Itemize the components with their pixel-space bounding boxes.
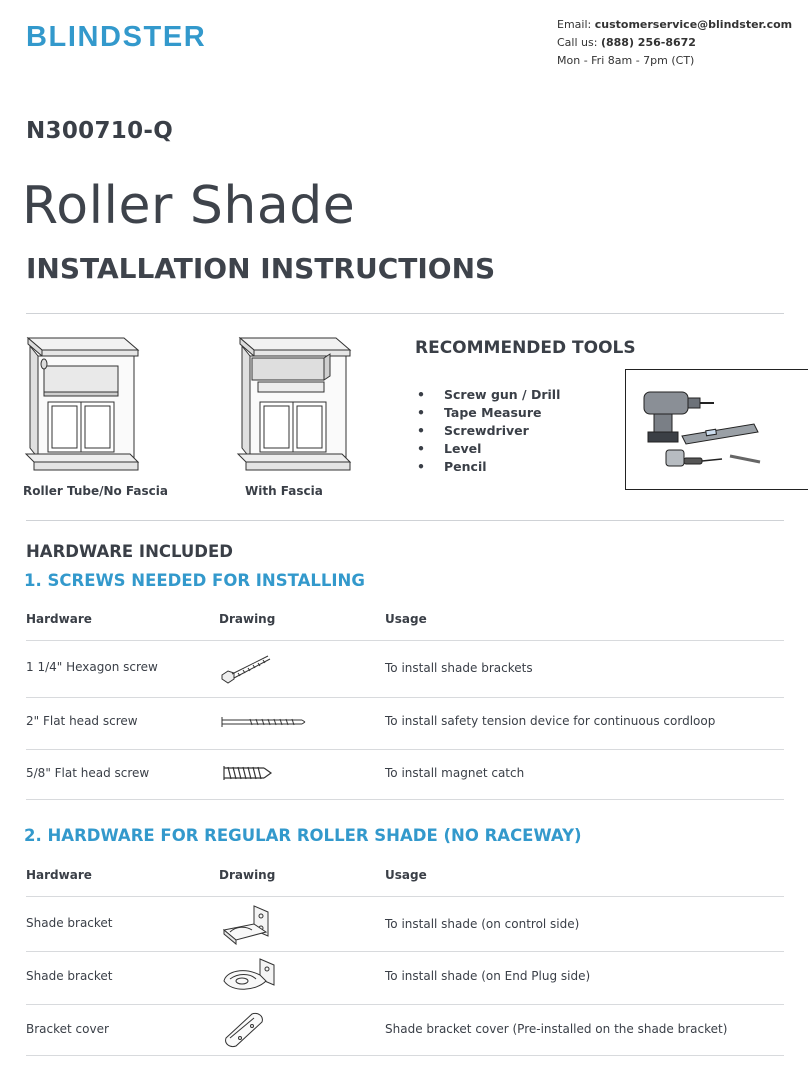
hardware-name: 2" Flat head screw bbox=[26, 714, 138, 728]
page-title: Roller Shade bbox=[22, 176, 356, 236]
tools-illustration-frame bbox=[625, 369, 808, 490]
phone-label: Call us: bbox=[557, 36, 598, 49]
control-bracket-icon bbox=[220, 902, 274, 946]
column-header-drawing: Drawing bbox=[219, 612, 276, 626]
column-header-hardware: Hardware bbox=[26, 612, 92, 626]
divider bbox=[26, 520, 784, 521]
email-link[interactable]: customerservice@blindster.com bbox=[594, 18, 793, 31]
long-flat-screw-icon bbox=[220, 715, 306, 729]
hardware-usage: To install safety tension device for continuous cordloop bbox=[385, 714, 716, 728]
hardware-usage: To install shade (on End Plug side) bbox=[385, 969, 591, 983]
tools-list bbox=[417, 386, 560, 476]
row-divider bbox=[26, 749, 784, 750]
hardware-name: Shade bracket bbox=[26, 916, 113, 930]
tools-heading: RECOMMENDED TOOLS bbox=[415, 338, 636, 358]
window-with-fascia-illustration bbox=[236, 330, 354, 476]
hardware-heading: HARDWARE INCLUDED bbox=[26, 542, 233, 561]
tool-item: • Screwdriver bbox=[417, 422, 560, 440]
column-header-usage: Usage bbox=[385, 612, 427, 626]
mount-option-with-fascia: With Fascia bbox=[245, 484, 323, 498]
tool-item: • Pencil bbox=[417, 458, 560, 476]
tool-item: • Level bbox=[417, 440, 560, 458]
window-no-fascia-illustration bbox=[24, 330, 142, 476]
hardware-usage: To install shade (on control side) bbox=[385, 917, 580, 931]
column-header-hardware: Hardware bbox=[26, 868, 92, 882]
row-divider bbox=[26, 1004, 784, 1005]
section2-title: 2. HARDWARE FOR REGULAR ROLLER SHADE (NO RACEWAY) bbox=[24, 826, 582, 845]
hardware-usage: Shade bracket cover (Pre-installed on the shade bracket) bbox=[385, 1022, 728, 1036]
divider bbox=[26, 313, 784, 314]
mount-option-no-fascia: Roller Tube/No Fascia bbox=[23, 484, 168, 498]
row-divider bbox=[26, 951, 784, 952]
business-hours: Mon - Fri 8am - 7pm (CT) bbox=[557, 54, 695, 67]
row-divider bbox=[26, 799, 784, 800]
row-divider bbox=[26, 640, 784, 641]
hardware-name: Shade bracket bbox=[26, 969, 113, 983]
tool-item: • Tape Measure bbox=[417, 404, 560, 422]
column-header-usage: Usage bbox=[385, 868, 427, 882]
hardware-usage: To install shade brackets bbox=[385, 661, 533, 675]
section1-title: 1. SCREWS NEEDED FOR INSTALLING bbox=[24, 571, 365, 590]
hardware-name: Bracket cover bbox=[26, 1022, 109, 1036]
email-label: Email: bbox=[557, 18, 592, 31]
row-divider bbox=[26, 896, 784, 897]
product-sku: N300710-Q bbox=[26, 118, 174, 144]
bracket-cover-icon bbox=[222, 1008, 268, 1050]
hardware-name: 5/8" Flat head screw bbox=[26, 766, 150, 780]
hardware-usage: To install magnet catch bbox=[385, 766, 525, 780]
short-flat-screw-icon bbox=[222, 764, 274, 782]
hardware-name: 1 1/4" Hexagon screw bbox=[26, 660, 158, 674]
end-plug-bracket-icon bbox=[220, 955, 278, 997]
column-header-drawing: Drawing bbox=[219, 868, 276, 882]
contact-info bbox=[557, 16, 792, 70]
page-subtitle: INSTALLATION INSTRUCTIONS bbox=[26, 252, 496, 285]
row-divider bbox=[26, 1055, 784, 1056]
phone-link[interactable]: (888) 256-8672 bbox=[600, 36, 696, 49]
row-divider bbox=[26, 697, 784, 698]
tool-item: • Screw gun / Drill bbox=[417, 386, 560, 404]
tools-illustration bbox=[626, 370, 808, 488]
brand-logo[interactable]: BLINDSTER bbox=[26, 21, 207, 53]
hex-screw-icon bbox=[218, 651, 274, 685]
